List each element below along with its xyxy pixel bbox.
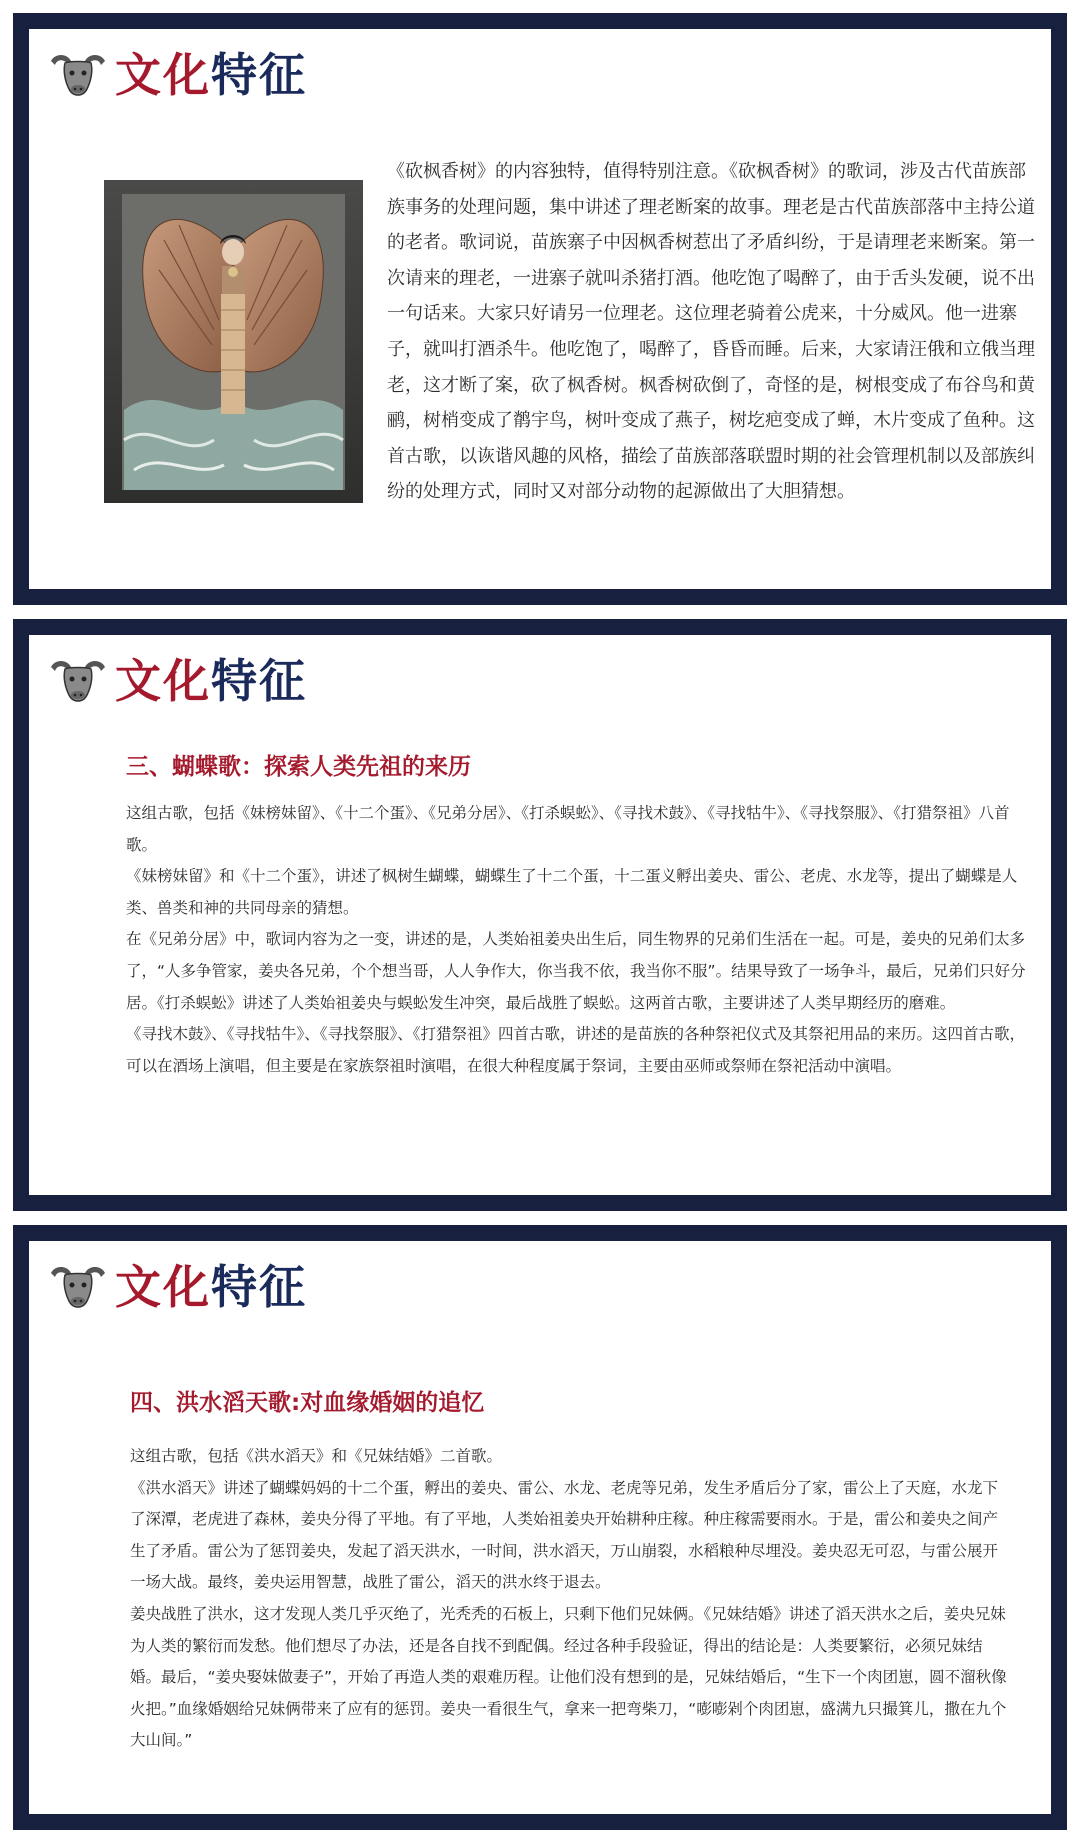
title-navy-part: 特征 bbox=[211, 1260, 307, 1314]
culture-panel-3 bbox=[13, 1225, 1067, 1830]
title-red-part: 文化 bbox=[115, 1260, 211, 1314]
section-subheading: 四、洪水滔天歌:对血缘婚姻的追忆 bbox=[130, 1390, 485, 1416]
body-paragraph: 《寻找木鼓》、《寻找牯牛》、《寻找祭服》、《打猎祭祖》四首古歌，讲述的是苗族的各种祭祀仪式及其祭祀用品的来历。这四首古歌，可以在酒场上演唱，但主要是在家族祭祖时演唱，在很大种程度属于祭词，主要由巫师或祭师在祭祀活动中演唱。 bbox=[126, 1025, 1026, 1075]
body-paragraph: 这组古歌，包括《妹榜妹留》、《十二个蛋》、《兄弟分居》、《打杀蜈蚣》、《寻找术鼓》、《寻找牯牛》、《寻找祭服》、《打猎祭祖》八首歌。 bbox=[126, 804, 1010, 854]
section-body bbox=[126, 798, 1026, 1082]
ox-head-icon bbox=[47, 1263, 109, 1311]
ox-head-icon bbox=[47, 657, 109, 705]
title-navy-part: 特征 bbox=[211, 654, 307, 708]
page-title bbox=[115, 48, 307, 102]
body-paragraph: 《妹榜妹留》和《十二个蛋》，讲述了枫树生蝴蝶，蝴蝶生了十二个蛋，十二蛋义孵出姜央、雷公、老虎、水龙等，提出了蝴蝶是人类、兽类和神的共同母亲的猜想。 bbox=[126, 867, 1018, 917]
body-paragraph: 姜央战胜了洪水，这才发现人类几乎灭绝了，光秃秃的石板上，只剩下他们兄妹俩。《兄妹结婚》讲述了滔天洪水之后，姜央兄妹为人类的繁衍而发愁。他们想尽了办法，还是各自找不到配偶。经过各种手段验证，得出的结论是：人类要繁衍，必须兄妹结婚。最后，“姜央娶妹做妻子”，开始了再造人类的艰难历程。让他们没有想到的是，兄妹结婚后，“生下一个肉团崽，圆不溜秋像火把。”血缘婚姻给兄妹俩带来了应有的惩罚。姜央一看很生气，拿来一把弯柴刀，“嘭嘭剁个肉团崽，盛满九只撮箕儿，撒在九个大山间。” bbox=[130, 1604, 1007, 1750]
butterfly-mother-painting bbox=[104, 180, 363, 503]
ox-head-icon bbox=[47, 51, 109, 99]
body-paragraph: 这组古歌，包括《洪水滔天》和《兄妹结婚》二首歌。 bbox=[130, 1447, 503, 1465]
maple-tree-paragraph: 《砍枫香树》的内容独特，值得特别注意。《砍枫香树》的歌词，涉及古代苗族部族事务的处理问题，集中讲述了理老断案的故事。理老是古代苗族部落中主持公道的老者。歌词说，苗族寨子中因枫香树惹出了矛盾纠纷，于是请理老来断案。第一次请来的理老，一进寨子就叫杀猪打酒。他吃饱了喝醉了，由于舌头发硬，说不出一句话来。大家只好请另一位理老。这位理老骑着公虎来，十分威风。他一进寨子，就叫打酒杀牛。他吃饱了，喝醉了，昏昏而睡。后来，大家请汪俄和立俄当理老，这才断了案，砍了枫香树。枫香树砍倒了，奇怪的是，树根变成了布谷鸟和黄鹂，树梢变成了鹡宇鸟，树叶变成了燕子，树圪疤变成了蝉，木片变成了鱼种。这首古歌，以诙谐风趣的风格，描绘了苗族部落联盟时期的社会管理机制以及部族纠纷的处理方式，同时又对部分动物的起源做出了大胆猜想。 bbox=[387, 161, 1035, 503]
title-red-part: 文化 bbox=[115, 654, 211, 708]
section-header bbox=[47, 654, 307, 708]
page-title bbox=[115, 654, 307, 708]
culture-panel-2 bbox=[13, 619, 1067, 1211]
body-paragraph: 《洪水滔天》讲述了蝴蝶妈妈的十二个蛋，孵出的姜央、雷公、水龙、老虎等兄弟，发生矛盾后分了家，雷公上了天庭，水龙下了深潭，老虎进了森林，姜央分得了平地。有了平地，人类始祖姜央开始耕种庄稼。种庄稼需要雨水。于是，雷公和姜央之间产生了矛盾。雷公为了惩罚姜央，发起了滔天洪水，一时间，洪水滔天，万山崩裂，水稻粮种尽埋没。姜央忍无可忍，与雷公展开一场大战。最终，姜央运用智慧，战胜了雷公，滔天的洪水终于退去。 bbox=[130, 1478, 999, 1592]
section-subheading: 三、蝴蝶歌：探索人类先祖的来历 bbox=[126, 754, 471, 780]
culture-panel-1 bbox=[13, 13, 1067, 605]
section-body bbox=[130, 1441, 1010, 1757]
section-header bbox=[47, 48, 307, 102]
title-red-part: 文化 bbox=[115, 48, 211, 102]
panel-content bbox=[29, 29, 1051, 589]
panel-content bbox=[29, 635, 1051, 1195]
body-paragraph: 在《兄弟分居》中，歌词内容为之一变，讲述的是，人类始祖姜央出生后，同生物界的兄弟们生活在一起。可是，姜央的兄弟们太多了，“人多争管家，姜央各兄弟，个个想当哥，人人争作大，你当我不依，我当你不服”。结果导致了一场争斗，最后，兄弟们只好分居。《打杀蜈蚣》讲述了人类始祖姜央与蜈蚣发生冲突，最后战胜了蜈蚣。这两首古歌，主要讲述了人类早期经历的磨难。 bbox=[126, 930, 1026, 1012]
page-title bbox=[115, 1260, 307, 1314]
panel-content bbox=[29, 1241, 1051, 1814]
title-navy-part: 特征 bbox=[211, 48, 307, 102]
section-header bbox=[47, 1260, 307, 1314]
